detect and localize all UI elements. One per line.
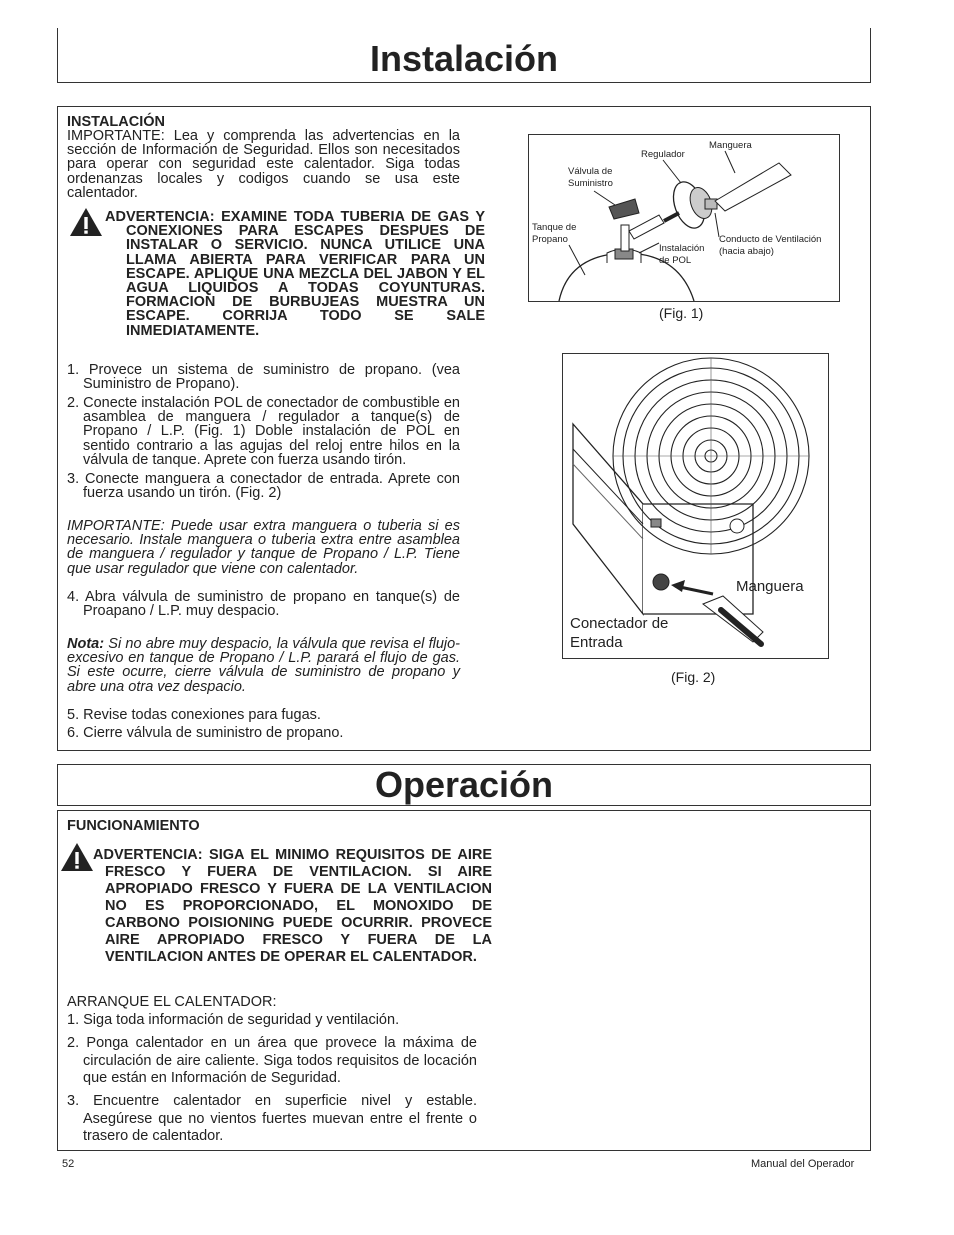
fig1-label-tanque: Tanque de Propano [532,222,577,245]
operation-step-3: 3. Encuentre calentador en superficie nivel y estable. Asegúrese que no vientos fuertes muevan entre el frente o trasero de calentador. [67,1093,477,1144]
installation-note [67,637,460,694]
operation-warning: ADVERTENCIA: SIGA EL MINIMO REQUISITOS DE AIRE FRESCO Y FUERA DE VENTILACION. SI AIRE APROPIADO FRESCO Y FUERA DE LA VENTILACION NO ES PROPORCIONADO, EL MONOXIDO DE CARBONO POISIONING PUEDE OCURRIR. PROVECE AIRE APROPIADO FRESCO Y FUERA DE LA VENTILACION ANTES DE OPERAR EL CALENTADOR. [93,847,492,965]
fig2-label-conectador: Conectador de Entrada [570,615,669,651]
warning-icon [69,207,103,237]
operation-step-1: 1. Siga toda información de seguridad y ventilación. [67,1012,400,1028]
install-step-6: 6. Cierre válvula de suministro de propano. [67,725,344,741]
fig1-label-manguera: Manguera [709,140,752,151]
installation-heading: INSTALACIÓN [67,114,166,130]
operation-step-2: 2. Ponga calentador en un área que provece la máxima de circulación de aire caliente. Siga todos requisitos de locación que están en Información de Seguridad. [67,1035,477,1086]
operation-title: Operación [57,764,871,806]
operation-start: ARRANQUE EL CALENTADOR: [67,994,277,1010]
fig1-caption: (Fig. 1) [659,305,704,321]
manual-title: Manual del Operador [751,1158,855,1170]
operation-heading: FUNCIONAMIENTO [67,818,200,834]
fig1-label-valvula: Válvula de Suministro [568,166,613,189]
warning-icon [60,842,94,872]
installation-important-2: IMPORTANTE: Puede usar extra manguera o tuberia si es necesario. Instale manguera o tuberia extra entre asamblea de manguera / regulador y tanque de Propano / L.P. Tiene que usar regulador que viene con calentador. [67,518,460,577]
installation-warning: ADVERTENCIA: EXAMINE TODA TUBERIA DE GAS Y CONEXIONES PARA ESCAPES DESPUES DE INSTALAR O SERVICIO. NUNCA UTILICE UNA LLAMA ABIERTA PARA VERIFICAR PARA UN ESCAPE. APLIQUE UNA MEZCLA DEL JABON Y EL AGUA LIQUIDOS A TODAS COYUNTURAS. FORMACION DE BURBUJEAS MUESTRA UN ESCAPE. CORRIJA TODO SE SALE INMEDIATAMENTE. [105,209,485,339]
install-step-2: 2. Conecte instalación POL de conectador de combustible en asamblea de manguera / regulador a tanque(s) de Propano / L.P. (Fig. 1) Doble instalación de POL en sentido contrario a las agujas del reloj entre hilos en la válvula de tanque. Aprete con fuerza usando tirón. [67,395,460,468]
install-step-1: 1. Provece un sistema de suministro de propano. (vea Suministro de Propano). [67,362,460,393]
install-step-4: 4. Abra válvula de suministro de propano en tanque(s) de Proapano / L.P. muy despacio. [67,589,460,620]
installation-intro: IMPORTANTE: Lea y comprenda las advertencias en la sección de Información de Seguridad. Ellos son necesitados para operar con seguridad este calentador. Siga todas ordenanzas locales y codigos cuando se usa este calentador. [67,128,460,201]
fig2-label-manguera: Manguera [736,578,804,595]
fig2-caption: (Fig. 2) [671,669,716,685]
fig1-label-conducto: Conducto de Ventilación (hacia abajo) [719,234,822,257]
fig1-label-instalacion: Instalación de POL [659,243,705,266]
installation-title: Instalación [57,28,871,83]
fig1-label-regulador: Regulador [641,149,685,160]
install-step-5: 5. Revise todas conexiones para fugas. [67,707,321,723]
heater-inlet-illustration [563,354,828,658]
note-label: Nota: [67,636,105,652]
install-step-3: 3. Conecte manguera a conectador de entrada. Aprete con fuerza usando un tirón. (Fig. 2) [67,471,460,502]
page-number: 52 [62,1158,75,1170]
note-text: Si no abre muy despacio, la válvula que revisa el flujo-excesivo en tanque de Propano / L.P. parará el flujo de gas. Si este ocurre, cierre válvula de suministro de propano y abre una otra vez despacio. [67,636,460,695]
